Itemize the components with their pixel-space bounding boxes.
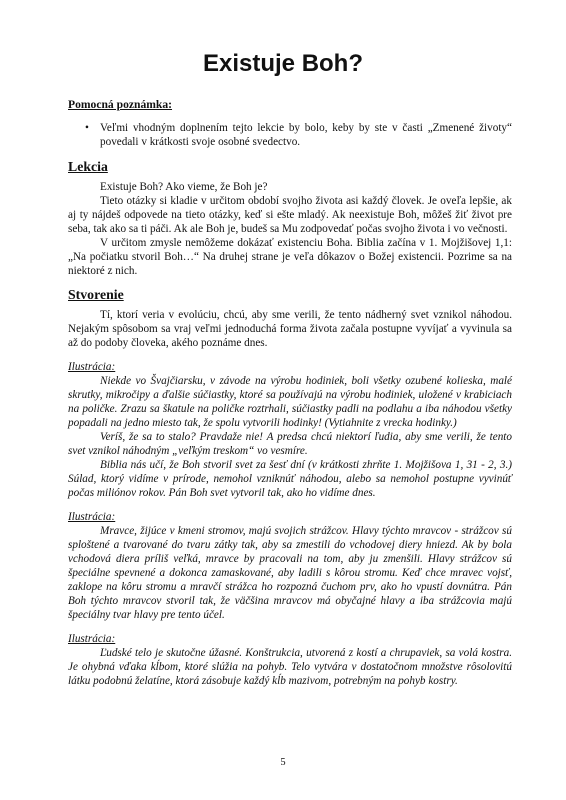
illustration-label: Ilustrácia:	[68, 511, 116, 523]
illustration-paragraph: Biblia nás učí, že Boh stvoril svet za šesť dní (v krátkosti zhrňte 1. Mojžišova 1, 31 - 2, 3.) Súlad, ktorý vidíme v prírode, nemohol vzniknúť náhodou, alebo sa nemohol postupne vyvinúť počas miliónov rokov. Pán Boh svet vytvoril tak, ako ho vidíme dnes.	[68, 459, 512, 499]
page-number: 5	[280, 757, 286, 768]
illustration-paragraph: Veríš, že sa to stalo? Pravdaže nie! A predsa chcú niektorí ľudia, aby sme verili, že tento svet vznikol náhodným „veľkým treskom“ vo vesmíre.	[68, 431, 512, 457]
note-bullet-list	[68, 121, 512, 149]
note-bullet-text: Veľmi vhodným doplnením tejto lekcie by bolo, keby by ste v časti „Zmenené životy“ povedali v krátkosti svoje osobné svedectvo.	[100, 122, 512, 148]
bullet-icon: •	[85, 122, 89, 134]
note-heading: Pomocná poznámka:	[68, 98, 173, 111]
illustration-paragraph: Ľudské telo je skutočne úžasné. Konštrukcia, utvorená z kostí a chrupaviek, sa volá kostra. Je ohybná vďaka kĺbom, ktoré slúžia na pohyb. Telo vytvára v dostatočnom množstve rôsolovitú látku podobnú želatíne, ktorá zásobuje každý kĺb mazivom, potrebným na pohyb kostry.	[68, 647, 512, 687]
illustration-label: Ilustrácia:	[68, 361, 116, 373]
paragraph: Existuje Boh? Ako vieme, že Boh je?	[100, 181, 268, 193]
illustration-paragraph: Mravce, žijúce v kmeni stromov, majú svojich strážcov. Hlavy týchto mravcov - strážcov sú sploštené a tvarované do tvaru zátky tak, aby sa zmestili do vchodovej diery hniezd. Ak by bola vchodová diera príliš veľká, mravce by pracovali na tom, aby ju zmenšili. Hlavy strážcov sú špeciálne spevnené a dokonca zamaskované, aby ladili s kôrou stromu. Keď chce mravec vojsť, zaklope na kôru stromu a mravčí strážca ho rozpozná čuchom prv, ako ho vpustí dovnútra. Pán Boh týchto mravcov stvoril tak, že väčšina mravcov má obyčajné hlavy a iba strážcovia majú špeciálny tvar hlavy pre tento účel.	[68, 525, 512, 621]
illustration-paragraph: Niekde vo Švajčiarsku, v závode na výrobu hodiniek, boli všetky ozubené kolieska, malé skrutky, mikročipy a ďalšie súčiastky, ktoré sa používajú na výrobu hodiniek, uložené v krabiciach na poličke. Zrazu sa škatule na poličke roztrhali, súčiastky padli na podlahu a iba náhodou všetky popadali na jedno miesto tak, že spolu vytvorili hodinky! (Vytiahnite z vrecka hodinky.)	[68, 375, 512, 429]
section-heading-lekcia: Lekcia	[68, 159, 108, 174]
illustration-label: Ilustrácia:	[68, 633, 116, 645]
list-item	[68, 121, 512, 149]
paragraph: Tí, ktorí veria v evolúciu, chcú, aby sme verili, že tento nádherný svet vznikol náhodou. Nejakým spôsobom sa vraj veľmi jednoduchá forma života začala postupne vyvíjať a vyvinula sa až do podoby človeka, akého poznáme dnes.	[68, 309, 512, 349]
page-title: Existuje Boh?	[202, 50, 364, 77]
section-heading-stvorenie: Stvorenie	[68, 287, 124, 302]
paragraph: Tieto otázky si kladie v určitom období svojho života asi každý človek. Je oveľa lepšie, ak aj ty nájdeš odpovede na tieto otázky, keď si ešte mladý. Ak neexistuje Boh, môžeš žiť život pre seba, tak ako sa ti páči. Ak ale Boh je, budeš sa Mu zodpovedať počas svojho života i vo večnosti.	[68, 195, 512, 235]
paragraph: V určitom zmysle nemôžeme dokázať existenciu Boha. Biblia začína v 1. Mojžišovej 1,1: „Na počiatku stvoril Boh…“ Na druhej strane je veľa dôkazov o Božej existencii. Pozrime sa na niektoré z nich.	[68, 237, 512, 277]
document-body	[68, 98, 512, 688]
